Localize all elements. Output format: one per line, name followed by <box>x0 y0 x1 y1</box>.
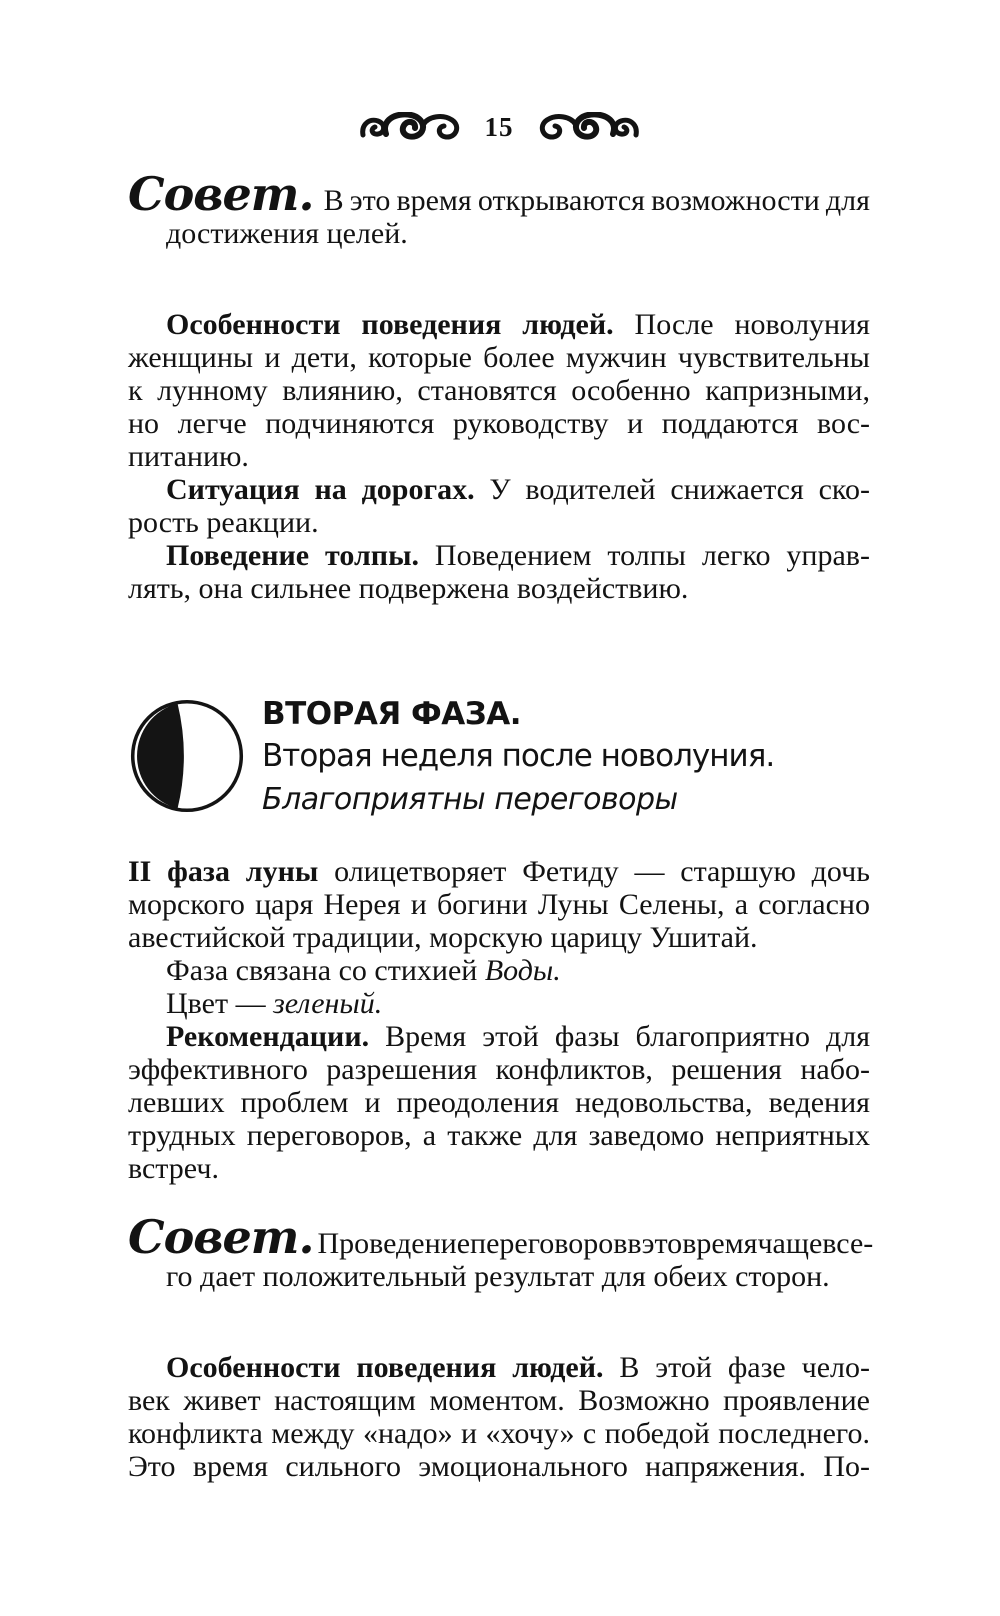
phase-tagline: Благоприятны переговоры <box>262 782 678 817</box>
flourish-ornament-left-icon <box>359 112 469 142</box>
paragraph <box>128 987 870 1020</box>
text-line: авестийской традиции, морскую царицу Ушитай. <box>128 921 758 954</box>
text-line: рость реакции. <box>128 506 319 539</box>
paragraph <box>128 539 870 605</box>
paragraph <box>128 954 870 987</box>
text-line: Рекомендации. Время этой фазы благоприятно для <box>166 1020 870 1053</box>
text-line: го дает положительный результат для обеих сторон. <box>166 1260 830 1293</box>
tip-label: Совет. <box>128 1210 314 1264</box>
text-line: но легче подчиняются руководству и поддаются вос- <box>128 407 870 440</box>
content <box>128 167 874 1483</box>
page-header <box>128 112 870 142</box>
phase-section <box>128 693 870 821</box>
paragraph <box>128 855 870 954</box>
second-phase-half-moon-icon <box>128 697 246 815</box>
paragraph <box>128 1020 870 1185</box>
text-line: конфликта между «надо» и «хочу» с победой последнего. <box>128 1417 870 1450</box>
paragraph <box>128 473 870 539</box>
text-line: достижения целей. <box>166 217 408 250</box>
text-line: встреч. <box>128 1152 219 1185</box>
text-line: II фаза луны олицетворяет Фетиду — старшую дочь <box>128 855 870 888</box>
tip-label: Совет. <box>128 167 314 221</box>
text-line: Совет. Проведение переговоров в это время чаще все- <box>128 1210 874 1264</box>
text-line: трудных переговоров, а также для заведомо неприятных <box>128 1119 870 1152</box>
text-line: Поведение толпы. Поведением толпы легко управ- <box>166 539 870 572</box>
text-line: Ситуация на дорогах. У водителей снижается ско- <box>166 473 870 506</box>
text-line: женщины и дети, которые более мужчин чувствительны <box>128 341 870 374</box>
text-line: Совет. В это время открываются возможности для <box>128 167 870 221</box>
text-line: лять, она сильнее подвержена воздействию. <box>128 572 689 605</box>
text-line: Это время сильного эмоционального напряжения. По- <box>128 1450 870 1483</box>
text-line: Особенности поведения людей. После новолуния <box>166 308 870 341</box>
paragraph <box>128 308 870 473</box>
paragraph <box>128 1351 870 1483</box>
text-line: к лунному влиянию, становятся особенно капризными, <box>128 374 870 407</box>
phase-subtitle: Вторая неделя после новолуния. <box>262 738 775 774</box>
text-line: левших проблем и преодоления недовольства, ведения <box>128 1086 870 1119</box>
text-line: Фаза связана со стихией Воды. <box>166 954 561 987</box>
phase-titles <box>262 693 774 821</box>
tip-block <box>128 167 870 250</box>
text-line: Особенности поведения людей. В этой фазе чело- <box>166 1351 870 1384</box>
text-line: морского царя Нерея и богини Луны Селены, а согласно <box>128 888 870 921</box>
phase-title: ВТОРАЯ ФАЗА. <box>262 696 522 732</box>
text-line: век живет настоящим моментом. Возможно проявление <box>128 1384 870 1417</box>
page-number: 15 <box>484 111 514 142</box>
text-line: эффективного разрешения конфликтов, решения набо- <box>128 1053 870 1086</box>
tip-block <box>128 1210 874 1293</box>
flourish-ornament-right-icon <box>530 112 640 142</box>
text-line: питанию. <box>128 440 249 473</box>
text-line: Цвет — зеленый. <box>166 987 383 1020</box>
